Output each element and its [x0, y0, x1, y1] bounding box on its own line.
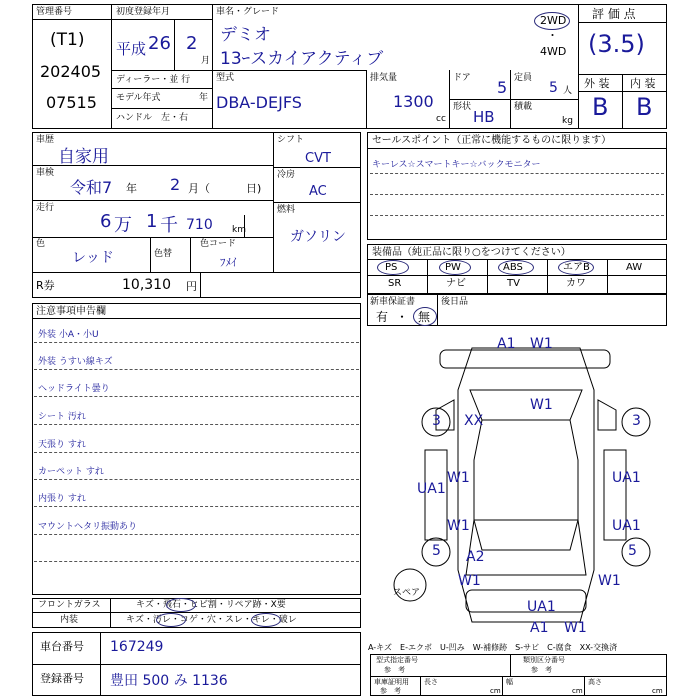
- note-item: 内張り すれ: [38, 494, 86, 504]
- car-name-label: 車名・グレード: [216, 7, 280, 17]
- eval-score: (3.5): [588, 30, 645, 58]
- exterior-grade: B: [592, 93, 609, 121]
- equip-aw: AW: [626, 262, 643, 273]
- month-unit: 月: [201, 56, 211, 66]
- divider: [427, 259, 428, 294]
- equip-airbag: エアB: [563, 262, 590, 273]
- damage-mark: UA1: [527, 599, 556, 615]
- first-reg-month: 2: [186, 33, 198, 54]
- divider: [34, 342, 359, 343]
- fuel-value: ガソリン: [290, 229, 346, 245]
- km-unit: km: [232, 225, 246, 235]
- divider: [420, 676, 421, 696]
- front-glass-circle: [166, 598, 196, 612]
- ref-label: 参 考: [531, 666, 552, 674]
- mgmt-number-1: 202405: [40, 62, 102, 81]
- shaken-era: 令和7: [70, 178, 113, 197]
- sales-points-text: キーレス☆スマートキー☆バックモニター: [372, 160, 541, 170]
- interior-label: 内 装: [630, 77, 656, 90]
- divider: [111, 70, 366, 71]
- equip-sr: SR: [388, 278, 402, 289]
- color-change-label: 色替: [154, 249, 173, 259]
- first-reg-label: 初度登録年月: [116, 7, 171, 17]
- shape-value: HB: [473, 108, 495, 126]
- divider: [34, 479, 359, 480]
- divider: [370, 194, 664, 195]
- divider: [34, 534, 359, 535]
- divider: [607, 259, 608, 294]
- divider: [111, 4, 112, 129]
- divider: [510, 70, 511, 99]
- interior-scuff-circle: [251, 613, 281, 627]
- ref-label: 参 考: [380, 687, 401, 695]
- disp-value: 1300: [393, 92, 434, 111]
- model-label: 型式: [216, 73, 235, 83]
- mgmt-number-2: 07515: [46, 93, 97, 112]
- divider: [487, 259, 488, 294]
- front-glass-text: キズ・飛石・ヒビ割・リペア跡・X要: [136, 600, 286, 610]
- divider: [578, 22, 667, 23]
- divider: [370, 215, 664, 216]
- divider: [437, 294, 438, 326]
- door-value: 5: [497, 78, 508, 97]
- handle-label: ハンドル 左・右: [116, 113, 189, 123]
- width-label: 幅: [506, 678, 513, 686]
- plate-label: 登録番号: [40, 672, 84, 685]
- front-glass-label: フロントガラス: [38, 600, 101, 610]
- damage-mark: UA1: [612, 470, 641, 486]
- car-name: デミオ: [220, 25, 271, 45]
- cm-unit: cm: [652, 687, 663, 695]
- color-code-label: 色コード: [200, 239, 237, 249]
- register-label: 後日品: [441, 297, 469, 307]
- divider: [212, 70, 213, 129]
- shape-label: 形状: [453, 102, 472, 112]
- mileage-man: 6: [100, 211, 112, 232]
- divider: [200, 272, 201, 298]
- divider: [174, 19, 175, 70]
- note-item: シート 汚れ: [38, 412, 86, 422]
- color-label: 色: [36, 239, 46, 249]
- damage-mark: 5: [432, 543, 441, 559]
- interior-grade: B: [636, 93, 653, 121]
- divider: [367, 148, 667, 149]
- equip-abs: ABS: [503, 262, 523, 273]
- shaken-year-unit: 年: [126, 182, 137, 195]
- chassis-label: 車台番号: [40, 640, 84, 653]
- divider: [32, 318, 361, 319]
- divider: [273, 167, 361, 168]
- sen-unit: 千: [160, 215, 178, 236]
- car-grade: 13ｰスカイアクティブ: [220, 49, 384, 69]
- recycle-label: R券: [36, 279, 55, 292]
- damage-mark: 5: [628, 543, 637, 559]
- first-reg-era: 平成: [116, 40, 147, 58]
- divider: [273, 202, 361, 203]
- usage-label: 車歴: [36, 135, 55, 145]
- divider: [34, 369, 359, 370]
- recycle-unit: 円: [186, 280, 197, 293]
- equip-tv: TV: [507, 278, 520, 289]
- warranty-no: 無: [418, 310, 431, 324]
- disp-unit: cc: [436, 114, 446, 124]
- warranty-yes: 有: [376, 310, 389, 324]
- note-item: 外装 小A・小U: [38, 330, 99, 340]
- shift-label: シフト: [277, 135, 305, 145]
- divider: [502, 676, 503, 696]
- note-item: ヘッドライト曇り: [38, 384, 110, 394]
- recycle-value: 10,310: [122, 277, 171, 293]
- mgmt-label: 管理番号: [36, 7, 73, 17]
- first-reg-year: 26: [148, 33, 171, 54]
- cap-label: 定員: [514, 73, 533, 83]
- damage-mark: UA1: [612, 518, 641, 534]
- shift-value: CVT: [305, 151, 331, 166]
- divider: [32, 272, 361, 273]
- divider: [32, 19, 111, 20]
- divider: [34, 396, 359, 397]
- divider: [100, 632, 101, 696]
- divider: [32, 612, 361, 613]
- divider: [366, 70, 367, 129]
- note-item: マウントヘタリ振動あり: [38, 522, 138, 532]
- mgmt-paren: (T1): [50, 30, 85, 50]
- divider: [32, 237, 273, 238]
- ac-value: AC: [309, 184, 327, 199]
- divider: [111, 88, 212, 89]
- divider: [212, 4, 213, 70]
- equip-ps: PS: [385, 262, 398, 273]
- drive-2wd: 2WD: [540, 14, 567, 27]
- divider: [190, 237, 191, 272]
- damage-mark: UA1: [417, 481, 446, 497]
- color-value: レッド: [72, 250, 114, 266]
- damage-mark: XX: [464, 413, 484, 429]
- damage-mark: 3: [632, 413, 641, 429]
- model-year-label: モデル年式: [116, 93, 161, 103]
- damage-mark: A2: [466, 549, 485, 565]
- color-code-value: ﾌﾒｲ: [220, 256, 237, 269]
- divider: [584, 676, 585, 696]
- drive-4wd: 4WD: [540, 45, 567, 58]
- divider: [32, 200, 273, 201]
- divider: [449, 99, 578, 100]
- divider: [34, 424, 359, 425]
- interior-cond-text: キズ・汚レ・コゲ・穴・スレ・キレ・破レ: [126, 615, 297, 625]
- equip-navi: ナビ: [446, 278, 466, 289]
- divider: [111, 19, 212, 20]
- warranty-label: 新車保証書: [370, 297, 416, 307]
- disp-label: 排気量: [370, 73, 398, 83]
- warranty-dot: ・: [396, 310, 409, 324]
- damage-mark: A1: [497, 336, 516, 352]
- damage-mark: W1: [458, 573, 481, 589]
- length-label: 長さ: [424, 678, 438, 686]
- cm-unit: cm: [490, 687, 501, 695]
- divider: [110, 598, 111, 628]
- man-unit: 万: [114, 215, 132, 236]
- exterior-label: 外 装: [584, 77, 610, 90]
- divider: [244, 215, 245, 237]
- divider: [622, 74, 623, 129]
- equipment-label: 装備品（純正品に限り○をつけてください）: [372, 247, 571, 258]
- load-label: 積載: [514, 102, 533, 112]
- divider: [370, 676, 667, 677]
- divider: [547, 259, 548, 294]
- divider: [150, 237, 151, 272]
- dealer-label: ディーラー・並 行: [116, 75, 191, 85]
- damage-legend: A-キズ E-エクボ U-凹み W-補修跡 S-サビ C-腐食 XX-交換済: [368, 643, 618, 652]
- divider: [370, 173, 664, 174]
- shaken-day-unit: 日): [246, 182, 262, 195]
- divider: [510, 99, 511, 129]
- shaken-label: 車検: [36, 168, 55, 178]
- damage-mark: W1: [598, 573, 621, 589]
- eval-label: 評 価 点: [592, 7, 636, 21]
- class-label: 類別区分番号: [523, 656, 565, 664]
- mileage-sen: 1: [146, 211, 158, 232]
- note-item: 天張り すれ: [38, 440, 86, 450]
- divider: [34, 452, 359, 453]
- chassis-value: 167249: [110, 639, 164, 655]
- damage-mark: W1: [447, 518, 470, 534]
- note-item: カーペット すれ: [38, 467, 104, 477]
- divider: [578, 91, 667, 92]
- usage-value: 自家用: [58, 147, 109, 167]
- damage-mark: W1: [530, 397, 553, 413]
- type-cert-label: 型式指定番号: [376, 656, 418, 664]
- divider: [34, 561, 359, 562]
- drive-dot: ・: [547, 29, 558, 42]
- ac-label: 冷房: [277, 170, 296, 180]
- cap-unit: 人: [563, 86, 573, 96]
- damage-mark: A1: [530, 620, 549, 636]
- load-unit: kg: [562, 116, 573, 126]
- interior-dirt-circle: [156, 613, 186, 627]
- divider: [367, 275, 667, 276]
- divider: [32, 165, 273, 166]
- shaken-month: 2: [170, 175, 181, 194]
- damage-mark: W1: [447, 470, 470, 486]
- sales-points-label: セールスポイント（正常に機能するものに限ります）: [372, 135, 612, 146]
- plate-value: 豊田 500 み 1136: [110, 673, 228, 689]
- divider: [34, 506, 359, 507]
- divider: [510, 654, 511, 676]
- equip-pw: PW: [445, 262, 461, 273]
- model-year-unit: 年: [199, 93, 209, 103]
- model-value: DBA-DEJFS: [216, 93, 302, 112]
- notes-label: 注意事項申告欄: [36, 306, 106, 317]
- cap-value: 5: [549, 80, 558, 96]
- ref-label: 参 考: [384, 666, 405, 674]
- height-label: 高さ: [588, 678, 602, 686]
- door-label: ドア: [453, 73, 471, 83]
- damage-mark: 3: [432, 413, 441, 429]
- cert-label: 車庫証明用: [374, 678, 409, 686]
- note-item: 外装 うすい線キズ: [38, 357, 113, 367]
- equip-leather: カワ: [566, 278, 586, 289]
- divider: [111, 108, 212, 109]
- mileage-rest: 710: [186, 217, 213, 233]
- fuel-label: 燃料: [277, 205, 296, 215]
- damage-mark: W1: [564, 620, 587, 636]
- shaken-month-unit: 月（: [188, 182, 210, 195]
- spare-label: スペア: [393, 588, 421, 598]
- cm-unit: cm: [572, 687, 583, 695]
- damage-mark: W1: [530, 336, 553, 352]
- interior-cond-label: 内装: [60, 615, 79, 625]
- mileage-label: 走行: [36, 203, 55, 213]
- divider: [32, 664, 361, 665]
